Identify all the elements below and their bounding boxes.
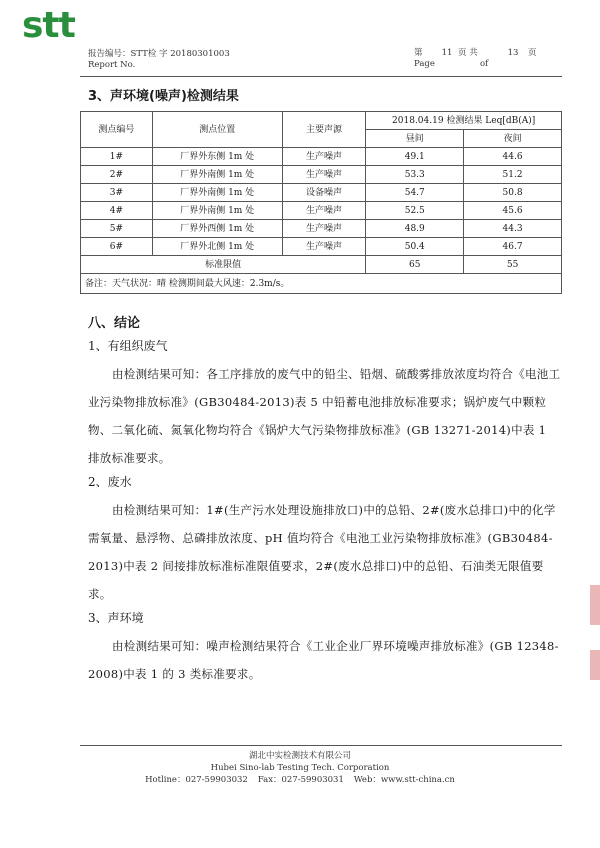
- table-row: [81, 202, 562, 220]
- total-unit-cn: 页: [528, 48, 537, 58]
- cell-night: 50.8: [464, 184, 562, 202]
- cell-day: 50.4: [366, 238, 464, 256]
- footer-divider: [80, 745, 562, 746]
- cell-day: 53.3: [366, 166, 464, 184]
- header-point-no: 测点编号: [81, 112, 153, 148]
- of-label-en: of: [480, 59, 489, 69]
- cell-location: 厂界外西侧 1m 处: [152, 220, 282, 238]
- conclusion-3-text: 由检测结果可知：噪声检测结果符合《工业企业厂界环境噪声排放标准》(GB 12348-2008)中表 1 的 3 类标准要求。: [88, 639, 559, 681]
- header-source: 主要声源: [282, 112, 366, 148]
- cell-location: 厂界外南侧 1m 处: [152, 202, 282, 220]
- report-no-label: 报告编号：: [88, 49, 131, 59]
- cell-source: 生产噪声: [282, 148, 366, 166]
- table-row: [81, 184, 562, 202]
- cell-night: 44.6: [464, 148, 562, 166]
- table-row: [81, 220, 562, 238]
- page-number-block: [414, 48, 564, 70]
- cell-point-no: 6#: [81, 238, 153, 256]
- company-logo: stt: [22, 5, 75, 46]
- report-no-en-label: Report No.: [88, 60, 136, 70]
- cell-night: 46.7: [464, 238, 562, 256]
- cell-day: 48.9: [366, 220, 464, 238]
- report-no-value: STT检 字 20180301003: [130, 49, 230, 59]
- conclusion-title: 八、结论: [88, 316, 141, 331]
- seal-edge-mark: [590, 650, 600, 680]
- cell-source: 生产噪声: [282, 166, 366, 184]
- limit-night: 55: [464, 256, 562, 274]
- conclusion-3-heading: 3、声环境: [88, 611, 144, 625]
- cell-location: 厂界外南侧 1m 处: [152, 166, 282, 184]
- table-row: [81, 238, 562, 256]
- cell-point-no: 4#: [81, 202, 153, 220]
- page-label-cn: 第: [414, 48, 423, 58]
- cell-day: 49.1: [366, 148, 464, 166]
- page-number: 11: [441, 48, 453, 58]
- cell-location: 厂界外东侧 1m 处: [152, 148, 282, 166]
- conclusion-2-text: 由检测结果可知：1#(生产污水处理设施排放口)中的总铅、2#(废水总排口)中的化学需氧量、悬浮物、总磷排放浓度、pH 值均符合《电池工业污染物排放标准》(GB30484-2013)中表 2 间接排放标准标准限值要求，2#(废水总排口)中的总铅、石油类无限值要求。: [88, 503, 556, 601]
- footer-web: Web：www.stt-china.cn: [353, 775, 455, 785]
- cell-location: 厂界外北侧 1m 处: [152, 238, 282, 256]
- section-3-title: 3、声环境(噪声)检测结果: [88, 89, 239, 104]
- header-night: 夜间: [464, 130, 562, 148]
- cell-source: 设备噪声: [282, 184, 366, 202]
- noise-results-table: [80, 111, 562, 294]
- limit-row: [81, 256, 562, 274]
- header-day: 昼间: [366, 130, 464, 148]
- table-row: [81, 148, 562, 166]
- cell-day: 54.7: [366, 184, 464, 202]
- report-number-block: [88, 49, 230, 71]
- cell-night: 44.3: [464, 220, 562, 238]
- conclusion-1-text: 由检测结果可知：各工序排放的废气中的铅尘、铅烟、硫酸雾排放浓度均符合《电池工业污染物排放标准》(GB30484-2013)表 5 中铅蓄电池排放标准要求；锅炉废气中颗粒物、二氧化硫、氮氧化物均符合《锅炉大气污染物排放标准》(GB 13271-2014)中表 1 排放标准要求。: [88, 367, 561, 465]
- cell-point-no: 3#: [81, 184, 153, 202]
- note-row: [81, 274, 562, 294]
- limit-day: 65: [366, 256, 464, 274]
- footer-hotline: Hotline：027-59903032: [145, 775, 248, 785]
- seal-edge-mark: [590, 585, 600, 625]
- cell-source: 生产噪声: [282, 238, 366, 256]
- limit-label: 标准限值: [81, 256, 366, 274]
- page-label-en: Page: [414, 59, 435, 69]
- total-pages: 13: [507, 48, 519, 58]
- cell-night: 45.6: [464, 202, 562, 220]
- page-unit-cn: 页 共: [458, 48, 478, 58]
- cell-point-no: 5#: [81, 220, 153, 238]
- cell-source: 生产噪声: [282, 220, 366, 238]
- cell-location: 厂界外南侧 1m 处: [152, 184, 282, 202]
- footer-contact: [0, 775, 600, 786]
- table-note: 备注：天气状况：晴 检测期间最大风速：2.3m/s。: [81, 274, 562, 294]
- cell-point-no: 2#: [81, 166, 153, 184]
- table-row: [81, 166, 562, 184]
- footer-company-cn: 湖北中实检测技术有限公司: [248, 751, 351, 761]
- header-location: 测点位置: [152, 112, 282, 148]
- cell-source: 生产噪声: [282, 202, 366, 220]
- conclusion-2-heading: 2、废水: [88, 475, 132, 489]
- cell-point-no: 1#: [81, 148, 153, 166]
- footer-company-en: Hubei Sino-lab Testing Tech. Corporation: [210, 763, 390, 773]
- conclusion-1-heading: 1、有组织废气: [88, 339, 168, 353]
- table-header-row: [81, 112, 562, 130]
- header-divider: [80, 76, 562, 77]
- cell-night: 51.2: [464, 166, 562, 184]
- cell-day: 52.5: [366, 202, 464, 220]
- footer-fax: Fax：027-59903031: [257, 775, 344, 785]
- header-result: 2018.04.19 检测结果 Leq[dB(A)]: [366, 112, 562, 130]
